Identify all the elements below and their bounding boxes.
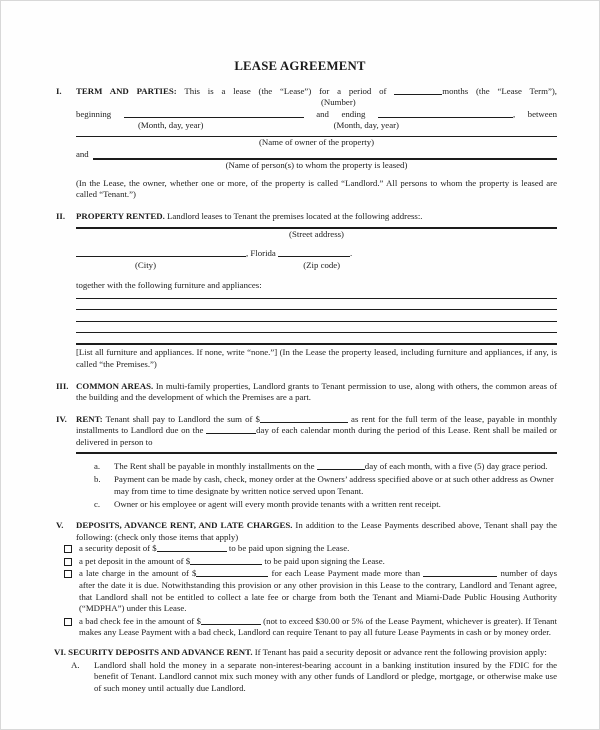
item-marker: c. bbox=[94, 499, 101, 510]
street-address-label: (Street address) bbox=[289, 228, 344, 239]
rent-paragraph bbox=[76, 414, 557, 449]
blank-field[interactable] bbox=[206, 425, 256, 434]
bold-label: DEPOSITS, ADVANCE RENT, AND LATE CHARGES. bbox=[76, 520, 293, 530]
ruled-line[interactable] bbox=[76, 321, 557, 322]
section-common-areas bbox=[56, 381, 557, 404]
checkbox-item-text bbox=[79, 556, 557, 568]
security-deposit-item-a bbox=[71, 660, 557, 695]
definitions-note bbox=[76, 178, 557, 201]
section-term-and-parties bbox=[56, 86, 557, 201]
item-marker: A. bbox=[71, 659, 80, 670]
text-run: as rent for the full term of the lease, payable in monthly installments to Landlord due on the bbox=[76, 413, 557, 436]
furniture-note bbox=[76, 347, 557, 370]
text-run: to be paid upon signing the Lease. bbox=[264, 555, 385, 566]
ruled-line[interactable] bbox=[76, 332, 557, 333]
text-run: to be paid upon signing the Lease. bbox=[228, 543, 350, 554]
ruled-line[interactable] bbox=[76, 343, 557, 345]
number-label: (Number) bbox=[321, 97, 356, 108]
bold-label: VI. SECURITY DEPOSITS AND ADVANCE RENT. bbox=[54, 646, 253, 657]
rent-item-a bbox=[94, 461, 557, 473]
city-label: (City) bbox=[135, 259, 157, 270]
text-run: beginning bbox=[76, 108, 112, 119]
deposit-option-security bbox=[64, 543, 557, 555]
blank-field[interactable] bbox=[378, 109, 513, 118]
zip-code-label: (Zip code) bbox=[303, 259, 341, 270]
rent-item-c bbox=[94, 499, 557, 511]
checkbox-item-text bbox=[79, 543, 557, 555]
text-run: If Tenant has paid a security deposit or advance rent the following provision apply: bbox=[254, 646, 547, 657]
and-word: and bbox=[76, 148, 89, 159]
text-run: a bad check fee in the amount of $ bbox=[79, 615, 201, 626]
rent-address-line[interactable] bbox=[76, 452, 557, 454]
term-line bbox=[76, 86, 557, 98]
page-title: LEASE AGREEMENT bbox=[234, 59, 366, 73]
checkbox-item-text bbox=[79, 568, 557, 614]
blank-field[interactable] bbox=[201, 616, 261, 625]
section-number: II. bbox=[56, 210, 66, 221]
common-areas-paragraph bbox=[76, 381, 557, 404]
tenant-name-line[interactable] bbox=[93, 149, 557, 160]
section-number: I. bbox=[56, 85, 62, 96]
checkbox[interactable] bbox=[64, 558, 72, 566]
month-day-year-label: (Month, day, year) bbox=[333, 120, 399, 131]
text-run: Owner or his employee or agent will every month provide tenants with a written rent receipt. bbox=[114, 499, 441, 510]
blank-field[interactable] bbox=[423, 568, 497, 577]
text-run: for each Lease Payment made more than bbox=[271, 568, 421, 579]
text-run: [List all furniture and appliances. If none, write “none.”] (In the Lease the property leased, including furniture and appliances, if any, is called “the Premises.”) bbox=[76, 347, 557, 370]
section-deposits bbox=[56, 520, 557, 543]
rent-item-b bbox=[94, 474, 557, 497]
deposits-heading bbox=[76, 520, 557, 543]
date-format-labels bbox=[76, 120, 557, 132]
section-number: V. bbox=[56, 520, 64, 530]
text-run: , Florida bbox=[246, 248, 276, 259]
text-run: In multi-family properties, Landlord grants to Tenant permission to use, along with others, the common areas of the building and the development of which the Premises are a part. bbox=[76, 380, 558, 403]
item-text bbox=[94, 660, 557, 695]
city-zip-labels bbox=[76, 260, 557, 272]
furniture-list-lines bbox=[76, 298, 557, 346]
section-rent bbox=[56, 414, 557, 511]
deposit-option-late-charge bbox=[64, 568, 557, 614]
text-run: a late charge in the amount of $ bbox=[79, 568, 197, 579]
bold-label: TERM AND PARTIES: bbox=[76, 85, 177, 96]
text-run: a security deposit of $ bbox=[79, 543, 157, 554]
text-run: (not to exceed $30.00 or 5% of the Lease Payment, whichever is greater). If Tenant makes any Lease Payment with a bad check, Landlord can require Tenant to pay all future Lease Payments in cash or by money order. bbox=[79, 615, 558, 638]
text-run: The Rent shall be payable in monthly installments on the bbox=[114, 460, 315, 471]
blank-field[interactable] bbox=[278, 248, 353, 259]
blank-field[interactable] bbox=[196, 568, 268, 577]
section-number: IV. bbox=[56, 413, 67, 424]
text-run: Tenant shall pay to Landlord the sum of $ bbox=[105, 413, 260, 424]
item-text bbox=[114, 461, 557, 473]
text-run: Landlord shall hold the money in a separate non-interest-bearing account in a banking institution insured by the FDIC for the benefit of Tenant. Landlord cannot mix such money with any other funds of Landlord or pledge, mortgage, or otherwise make use of such money until actually due Landlord. bbox=[94, 659, 557, 693]
furniture-intro: together with the following furniture and appliances: bbox=[76, 280, 262, 291]
ruled-line[interactable] bbox=[76, 309, 557, 310]
month-day-year-label: (Month, day, year) bbox=[138, 120, 204, 131]
text-run: and ending bbox=[316, 108, 366, 119]
item-marker: a. bbox=[94, 460, 101, 471]
bold-label: COMMON AREAS. bbox=[76, 380, 154, 391]
text-run: Payment can be made by cash, check, money order at the Owners’ address specified above or at such other address as Owner may from time to time designate by written notice served upon Tenant. bbox=[114, 474, 554, 496]
dates-line bbox=[76, 109, 557, 121]
item-text bbox=[114, 499, 557, 511]
bold-label: PROPERTY RENTED. bbox=[76, 210, 165, 221]
deposit-option-pet bbox=[64, 556, 557, 568]
bold-label: RENT: bbox=[76, 413, 103, 424]
ruled-line[interactable] bbox=[76, 298, 557, 299]
deposit-option-bad-check bbox=[64, 616, 557, 639]
text-run: day of each calendar month during the period of this Lease. Rent shall be mailed or delivered in person to bbox=[76, 425, 557, 448]
text-run: (In the Lease, the owner, whether one or more, of the property is called “Landlord.” All persons to whom the property is leased are called “Tenant.”) bbox=[76, 177, 557, 200]
text-run: number of days after the date it is due. Notwithstanding this provision or any other provision in this Lease to the contrary, Landlord and Tenant agree, that Landlord shall not be entitled to collect a late fee or charge from both the Tenant and Miami-Dade Public Housing Authority (“MDPHA”) under this Lease. bbox=[79, 568, 557, 614]
blank-field[interactable] bbox=[394, 86, 442, 95]
item-marker: b. bbox=[94, 474, 101, 485]
section-number: III. bbox=[56, 380, 69, 391]
blank-field[interactable] bbox=[317, 461, 365, 470]
item-text bbox=[114, 474, 557, 497]
blank-field[interactable] bbox=[157, 543, 227, 552]
text-run: day of each month, with a five (5) day grace period. bbox=[364, 460, 548, 471]
tenant-name-label: (Name of person(s) to whom the property is leased) bbox=[225, 160, 408, 171]
blank-field[interactable] bbox=[260, 414, 348, 423]
blank-field[interactable] bbox=[190, 556, 262, 565]
checkbox[interactable] bbox=[64, 570, 72, 578]
text-run: months (the “Lease Term”), bbox=[442, 85, 557, 96]
owner-name-label: (Name of owner of the property) bbox=[258, 136, 375, 147]
text-run: In addition to the Lease Payments described above, Tenant shall pay the following: (check only those items that apply) bbox=[76, 520, 558, 542]
blank-field[interactable] bbox=[76, 248, 246, 257]
section-security-deposits-heading bbox=[45, 647, 557, 659]
text-run: , between bbox=[512, 108, 557, 119]
section-property-rented bbox=[56, 211, 557, 371]
text-run: . bbox=[350, 248, 353, 259]
checkbox[interactable] bbox=[64, 545, 72, 553]
text-run: This is a lease (the “Lease”) for a period of bbox=[184, 85, 387, 96]
text-run: a pet deposit in the amount of $ bbox=[79, 555, 191, 566]
checkbox-item-text bbox=[79, 616, 557, 639]
checkbox[interactable] bbox=[64, 618, 72, 626]
text-run: Landlord leases to Tenant the premises located at the following address:. bbox=[167, 210, 423, 221]
city-state-zip-row bbox=[76, 248, 557, 260]
tenant-name-row bbox=[76, 149, 557, 161]
blank-field[interactable] bbox=[124, 109, 304, 118]
property-rented-heading bbox=[76, 211, 557, 223]
